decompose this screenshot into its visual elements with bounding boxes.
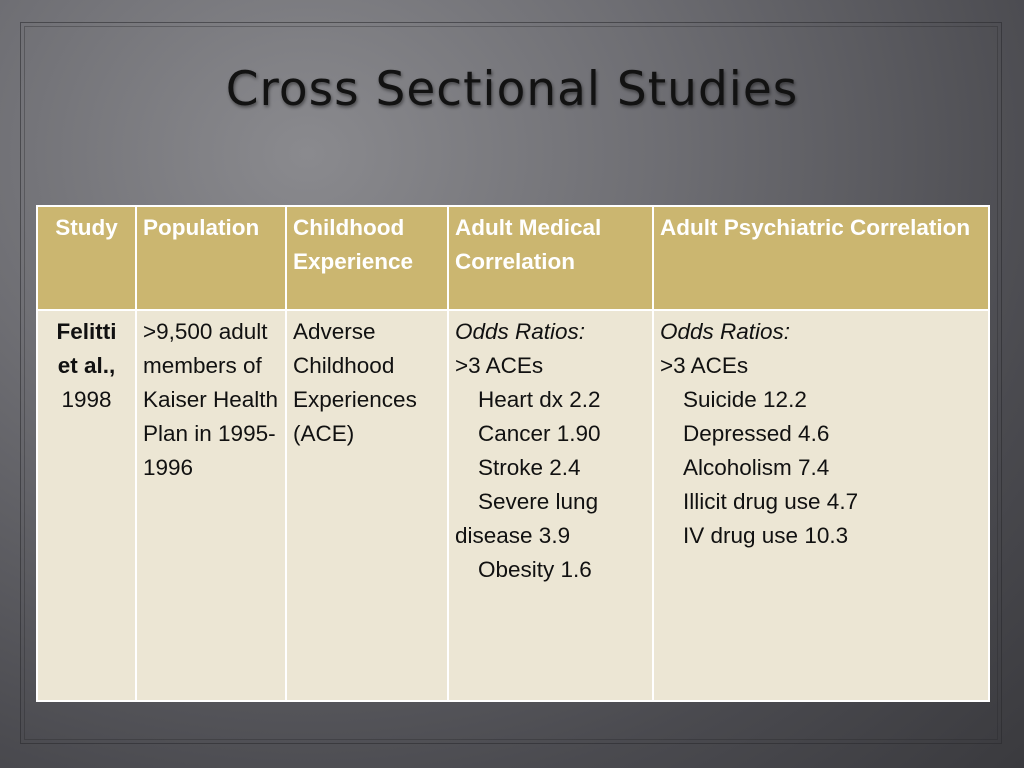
medical-subhead: >3 ACEs [455,353,544,378]
cell-adult-medical-correlation [448,310,653,701]
medical-item: Cancer 1.90 [478,421,601,446]
medical-item: disease 3.9 [455,523,571,548]
cell-childhood-experience: Adverse Childhood Experiences (ACE) [286,310,448,701]
psychiatric-item: Illicit drug use 4.7 [683,489,859,514]
psychiatric-intro: Odds Ratios: [660,319,791,344]
study-author: Felitti et al., [56,319,117,378]
studies-table [36,205,990,702]
header-population: Population [136,206,286,310]
medical-item: Obesity 1.6 [478,557,592,582]
table-header-row [37,206,989,310]
header-childhood-experience: Childhood Experience [286,206,448,310]
cell-population: >9,500 adult members of Kaiser Health Plan in 1995-1996 [136,310,286,701]
medical-item: Heart dx 2.2 [478,387,601,412]
study-year: 1998 [61,387,112,412]
medical-intro: Odds Ratios: [455,319,586,344]
table-row [37,310,989,701]
cell-adult-psychiatric-correlation [653,310,989,701]
header-study: Study [37,206,136,310]
cell-study [37,310,136,701]
header-adult-psychiatric-correlation: Adult Psychiatric Correlation [653,206,989,310]
psychiatric-item: Suicide 12.2 [683,387,807,412]
psychiatric-item: Alcoholism 7.4 [683,455,830,480]
psychiatric-item: Depressed 4.6 [683,421,830,446]
slide-title: Cross Sectional Studies [225,62,799,117]
medical-item: Stroke 2.4 [478,455,581,480]
psychiatric-item: IV drug use 10.3 [683,523,849,548]
medical-item: Severe lung [478,489,599,514]
header-adult-medical-correlation: Adult Medical Correlation [448,206,653,310]
psychiatric-subhead: >3 ACEs [660,353,749,378]
